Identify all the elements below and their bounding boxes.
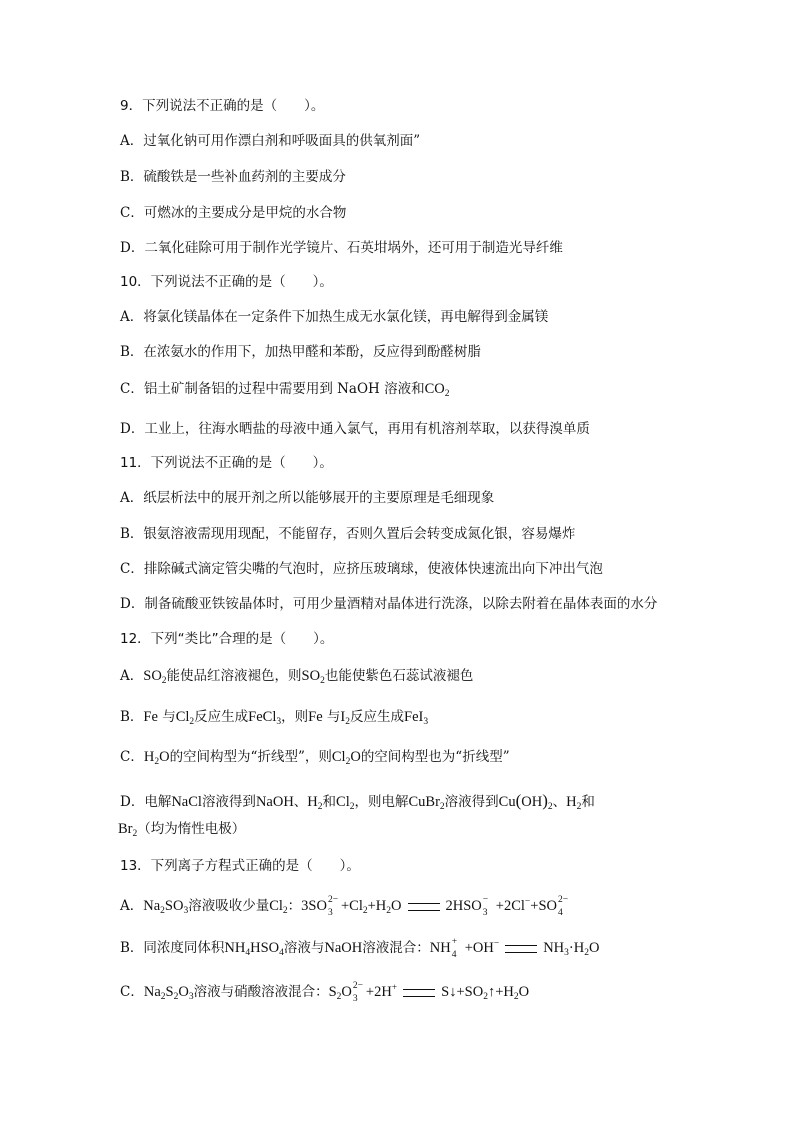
question-13-option-b: B．同浓度同体积$NH_4HSO_4$溶液与NaOH溶液混合：NH + 4 +OH− $NH_3\cdot H_2O$ xyxy=(120,936,600,960)
question-12-stem: 12．下列“类比”合理的是（ ）。 xyxy=(120,631,334,647)
question-13-option-a: A．$Na_2SO_3$溶液吸收少量$Cl_2$：3SO 2− 3 $+Cl_2+H_2O$ 2HSO − 3 +2Cl−+SO 2− 4 xyxy=(120,894,569,918)
equals-sign xyxy=(403,989,435,997)
question-13-option-c: C．$Na_2S_2O_3$溶液与硝酸溶液混合：$S_2O$ 2− 3 +2H+ $S↓+SO_2↑+H_2O$ xyxy=(120,980,530,1004)
question-11-option-a: A．纸层析法中的展开剂之所以能够展开的主要原理是毛细现象 xyxy=(120,490,495,506)
question-9-option-b: B．硫酸铁是一些补血药剂的主要成分 xyxy=(120,169,346,185)
equals-sign xyxy=(408,903,440,911)
question-11-option-d: D．制备硫酸亚铁铵晶体时，可用少量酒精对晶体进行洗涤，以除去附着在晶体表面的水分 xyxy=(120,596,658,612)
question-10-option-c xyxy=(120,380,450,398)
question-12-option-c: C．$H_2O$的空间构型为“折线型”，则$Cl_2O$的空间构型也为“折线型” xyxy=(120,749,510,767)
question-9-option-d: D．二氧化硅除可用于制作光学镜片、石英坩埚外，还可用于制造光导纤维 xyxy=(120,240,563,256)
question-12-option-a: A．$SO_2$能使品红溶液褪色，则$SO_2$也能使紫色石蕊试液褪色 xyxy=(120,668,474,686)
question-13-stem: 13．下列离子方程式正确的是（ ）。 xyxy=(120,858,360,874)
question-12-option-b: B．Fe 与$Cl_2$反应生成FeCl$_3$，则Fe 与$I_2$反应生成FeI$_3$ xyxy=(120,709,429,727)
question-10-option-b: B．在浓氨水的作用下，加热甲醛和苯酚，反应得到酚醛树脂 xyxy=(120,344,481,360)
question-12-option-d-line1: D．电解NaCl溶液得到NaOH、$H_2$和$Cl_2$，则电解CuBr$_2$溶液得到$Cu(OH)_2$、$H_2$和 xyxy=(120,791,595,812)
question-10-option-d: D．工业上，往海水晒盐的母液中通入氯气，再用有机溶剂萃取，以获得溴单质 xyxy=(120,421,590,437)
question-9-option-c: C．可燃冰的主要成分是甲烷的水合物 xyxy=(120,205,347,221)
question-10-stem: 10．下列说法不正确的是（ ）。 xyxy=(120,274,333,290)
equals-sign xyxy=(505,945,537,953)
question-10-option-c-text: C．铝土矿制备铝的过程中需要用到 NaOH 溶液和 xyxy=(120,381,425,397)
question-11-option-b: B．银氨溶液需现用现配，不能留存，否则久置后会转变成氮化银，容易爆炸 xyxy=(120,526,576,542)
question-10-option-a: A．将氯化镁晶体在一定条件下加热生成无水氯化镁，再电解得到金属镁 xyxy=(120,309,549,325)
co2-formula: $CO_2$ xyxy=(424,381,450,399)
question-9-option-a: A．过氧化钠可用作漂白剂和呼吸面具的供氧剂面” xyxy=(120,133,421,149)
question-12-option-d-line2: $Br_2$（均为惰性电极） xyxy=(118,821,246,839)
question-11-stem: 11．下列说法不正确的是（ ）。 xyxy=(120,455,333,471)
question-9-stem: 9．下列说法不正确的是（ ）。 xyxy=(120,98,325,114)
question-11-option-c: C．排除碱式滴定管尖嘴的气泡时，应挤压玻璃球，使液体快速流出向下冲出气泡 xyxy=(120,561,603,577)
